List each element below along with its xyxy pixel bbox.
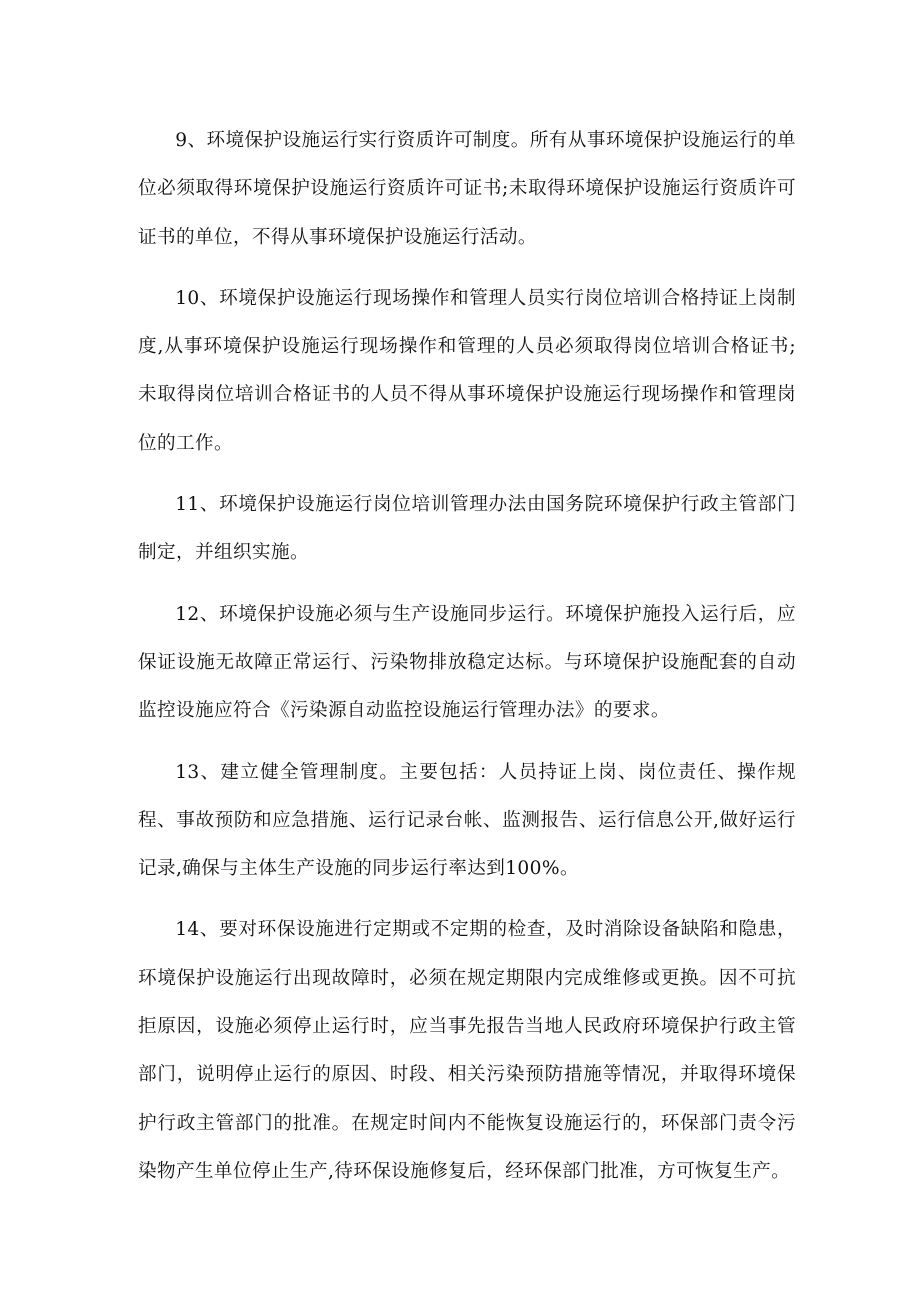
paragraph-item-10: 10、环境保护设施运行现场操作和管理人员实行岗位培训合格持证上岗制度,从事环境保护设施运行现场操作和管理的人员必须取得岗位培训合格证书;未取得岗位培训合格证书的人员不得从事环境保护设施运行现场操作和管理岗位的工作。 (138, 287, 796, 454)
paragraph-item-9: 9、环境保护设施运行实行资质许可制度。所有从事环境保护设施运行的单位必须取得环境保护设施运行资质许可证书;未取得环境保护设施运行资质许可证书的单位，不得从事环境保护设施运行活动。 (138, 130, 796, 248)
paragraph-item-14: 14、要对环保设施进行定期或不定期的检查，及时消除设备缺陷和隐患，环境保护设施运行出现故障时，必须在规定期限内完成维修或更换。因不可抗拒原因，设施必须停止运行时，应当事先报告当地人民政府环境保护行政主管部门，说明停止运行的原因、时段、相关污染预防措施等情况，并取得环境保护行政主管部门的批准。在规定时间内不能恢复设施运行的，环保部门责令污染物产生单位停止生产,待环保设施修复后，经环保部门批准，方可恢复生产。 (138, 919, 796, 1182)
paragraph-item-13: 13、建立健全管理制度。主要包括：人员持证上岗、岗位责任、操作规程、事故预防和应急措施、运行记录台帐、监测报告、运行信息公开,做好运行记录,确保与主体生产设施的同步运行率达到100%。 (138, 761, 796, 880)
document-body (138, 117, 796, 1209)
paragraph-item-12: 12、环境保护设施必须与生产设施同步运行。环境保护施投入运行后，应保证设施无故障正常运行、污染物排放稳定达标。与环境保护设施配套的自动监控设施应符合《污染源自动监控设施运行管理办法》的要求。 (138, 603, 796, 722)
paragraph-item-11: 11、环境保护设施运行岗位培训管理办法由国务院环境保护行政主管部门制定，并组织实施。 (138, 494, 796, 564)
